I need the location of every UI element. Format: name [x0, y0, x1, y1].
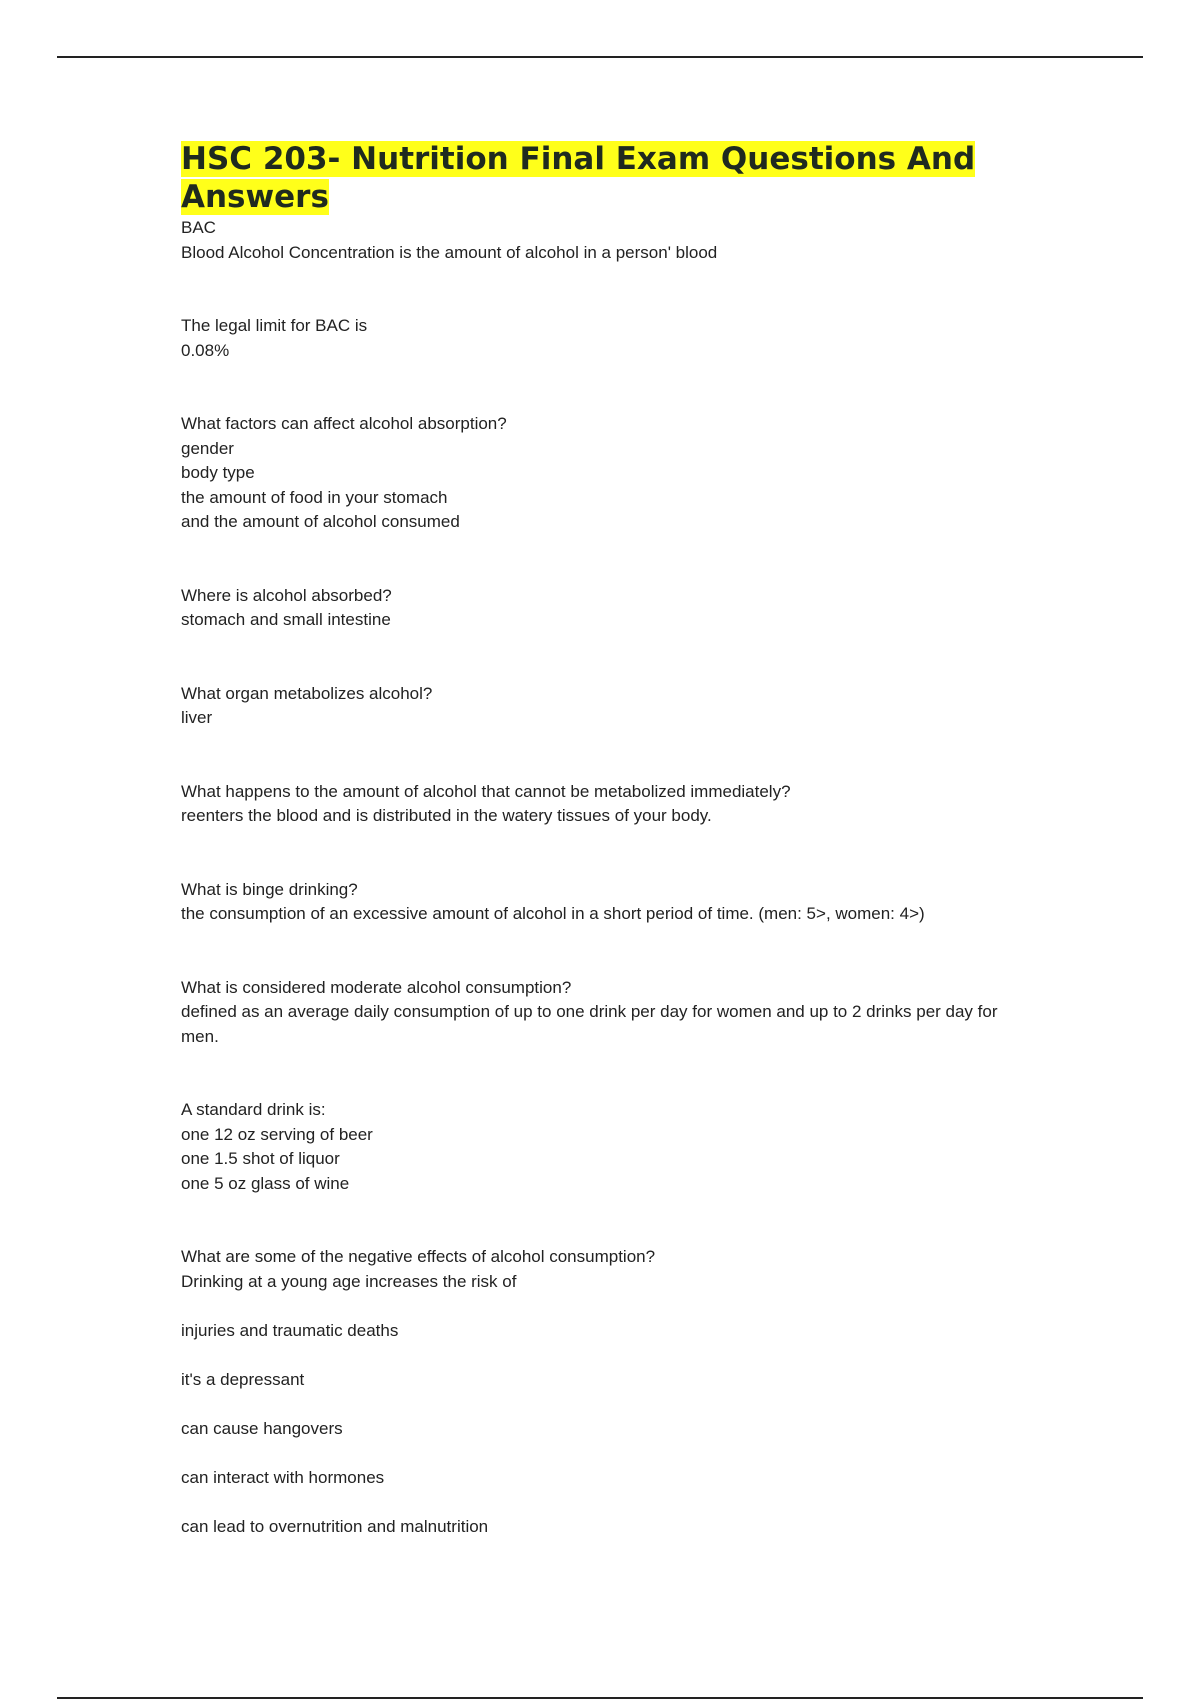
qa-item [181, 1098, 1021, 1196]
qa-item [181, 1245, 1021, 1539]
answer-text: one 12 oz serving of beer [181, 1124, 373, 1144]
header-rule [57, 56, 1143, 58]
answer-list-item: it's a depressant [181, 1369, 305, 1389]
answer-list-item: can lead to overnutrition and malnutrition [181, 1516, 489, 1536]
answer-text: Blood Alcohol Concentration is the amount of alcohol in a person' blood [181, 242, 718, 262]
answer-text: the consumption of an excessive amount of alcohol in a short period of time. (men: 5>, women: 4>) [181, 904, 925, 923]
qa-item [181, 780, 1021, 829]
question-text: What happens to the amount of alcohol that cannot be metabolized immediately? [181, 781, 791, 801]
qa-item [181, 216, 1021, 265]
qa-item [181, 878, 1021, 927]
qa-item [181, 584, 1021, 633]
answer-text: one 5 oz glass of wine [181, 1173, 350, 1193]
answer-text: stomach and small intestine [181, 610, 391, 629]
footer-rule [57, 1697, 1143, 1699]
answer-list-item: injuries and traumatic deaths [181, 1320, 399, 1340]
question-text: A standard drink is: [181, 1100, 326, 1119]
answer-text: reenters the blood and is distributed in the watery tissues of your body. [181, 806, 712, 825]
question-text: BAC [181, 218, 216, 237]
answer-text: the amount of food in your stomach [181, 487, 448, 507]
qa-item [181, 976, 1021, 1050]
answer-text: 0.08% [181, 340, 230, 360]
question-text: What factors can affect alcohol absorption? [181, 414, 507, 433]
answer-list-item: can interact with hormones [181, 1467, 385, 1487]
answer-list-item: can cause hangovers [181, 1418, 343, 1438]
question-text: What are some of the negative effects of alcohol consumption? [181, 1247, 656, 1266]
title-highlight: HSC 203- Nutrition Final Exam Questions And Answers [181, 141, 976, 215]
answer-text: and the amount of alcohol consumed [181, 512, 460, 531]
answer-text: one 1.5 shot of liquor [181, 1149, 340, 1168]
question-text: What is binge drinking? [181, 879, 358, 899]
question-text: What is considered moderate alcohol consumption? [181, 977, 572, 997]
answer-text: Drinking at a young age increases the risk of [181, 1271, 517, 1291]
answer-text: gender [181, 438, 234, 458]
answer-text: body type [181, 463, 255, 482]
document-title [181, 140, 1021, 216]
answer-text: liver [181, 708, 213, 727]
qa-item [181, 682, 1021, 731]
question-text: What organ metabolizes alcohol? [181, 683, 433, 703]
answer-text: defined as an average daily consumption of up to one drink per day for women and up to 2 drinks per day for men. [181, 1002, 998, 1046]
qa-item [181, 314, 1021, 363]
qa-item [181, 412, 1021, 535]
question-text: The legal limit for BAC is [181, 316, 368, 335]
question-text: Where is alcohol absorbed? [181, 585, 392, 605]
document-body [181, 140, 1021, 1539]
